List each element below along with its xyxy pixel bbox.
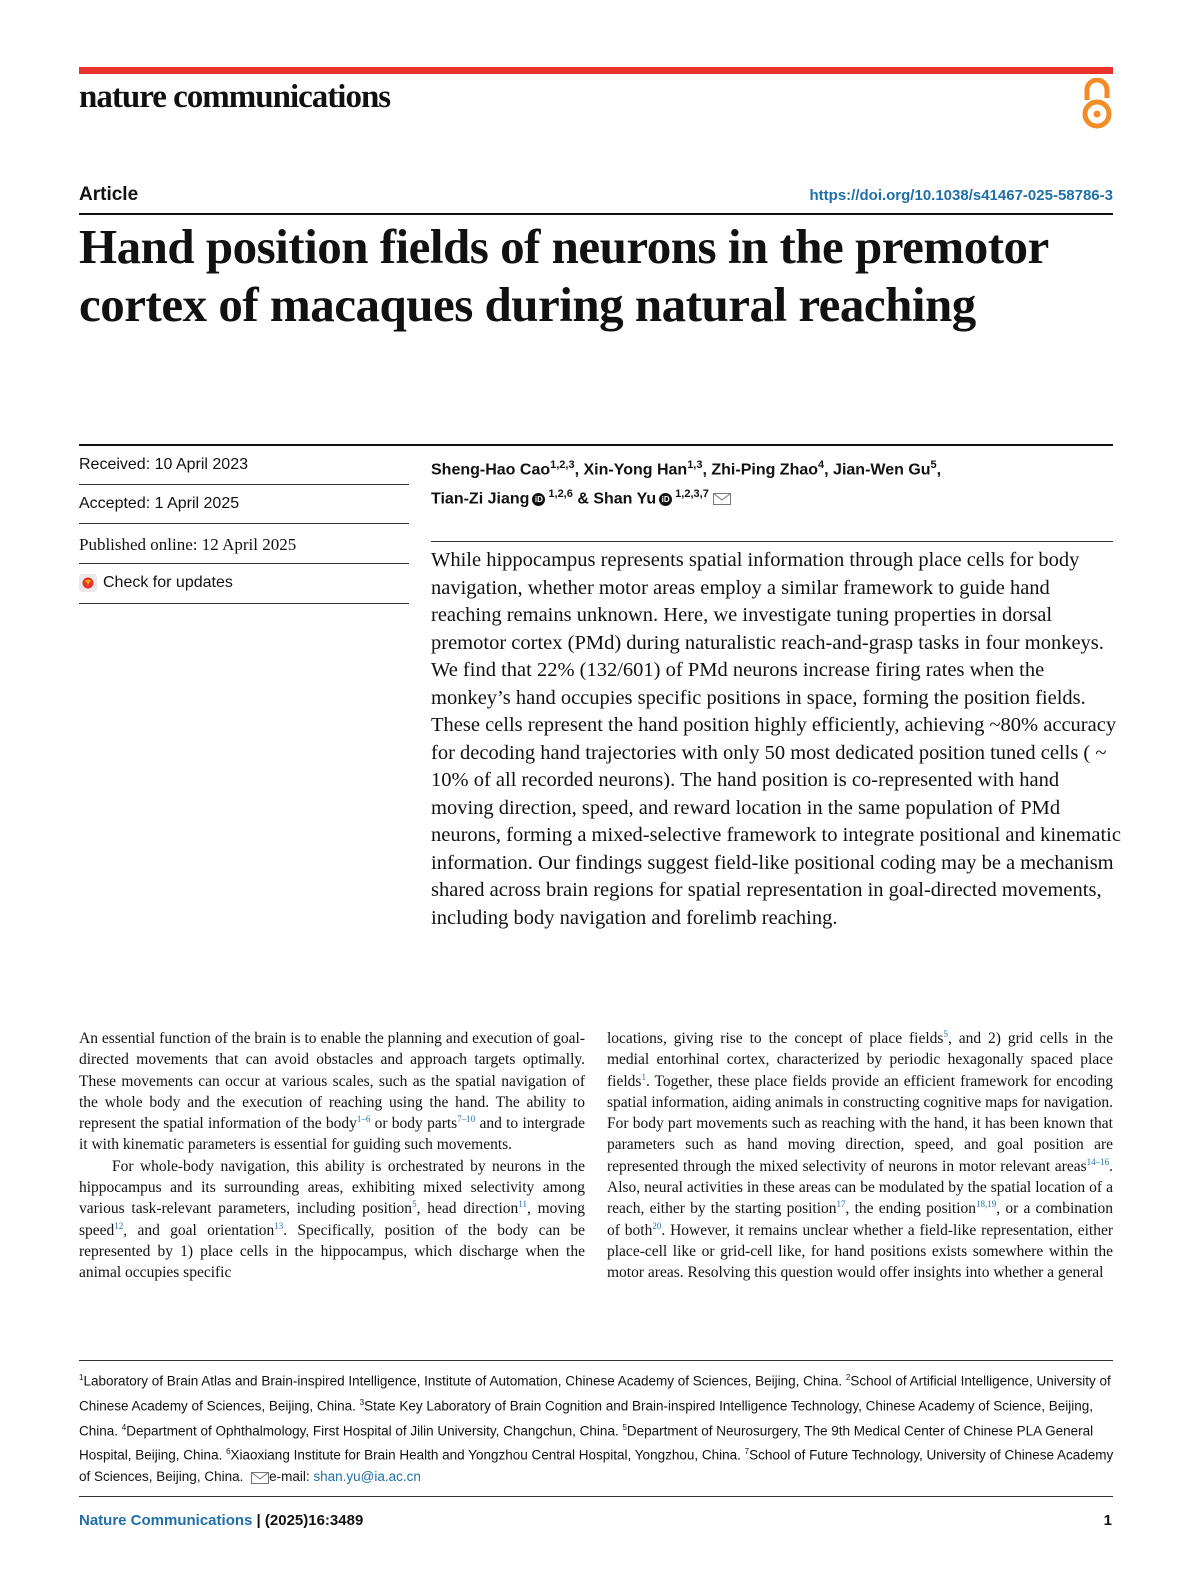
body-column-right: [607, 1028, 1113, 1284]
author-name: Zhi-Ping Zhao: [711, 461, 819, 479]
affiliation-text: Department of Neurosurgery, The 9th Medical Center of Chinese PLA General Hospital, Beijing, China.: [79, 1423, 1094, 1463]
affiliation-text: Department of Ophthalmology, First Hospital of Jilin University, Changchun, China.: [126, 1423, 623, 1439]
body-text: , and 2) grid cells in the medial entorhinal cortex, characterized by periodic hexagonally spaced place fields: [607, 1030, 1113, 1090]
article-title: Hand position fields of neurons in the premotor cortex of macaques during natural reaching: [79, 219, 1048, 332]
affiliation-text: State Key Laboratory of Brain Cognition and Brain-inspired Intelligence Technology, Chinese Academy of Science, Beijing, China.: [79, 1398, 1094, 1439]
meta-divider: [79, 484, 409, 485]
title-top-rule: [79, 213, 1113, 215]
citation-link[interactable]: 5: [943, 1028, 948, 1039]
affiliation-marker: 4: [818, 459, 825, 471]
body-text: For whole-body navigation, this ability is orchestrated by neurons in the hippocampus and its surrounding areas, exhibiting mixed selectivity among various task-relevant parameters, including position: [79, 1157, 585, 1218]
meta-divider: [79, 523, 409, 524]
affiliation-marker: 5: [930, 459, 937, 471]
citation-link[interactable]: 13: [274, 1220, 284, 1231]
email-envelope-icon: [251, 1472, 269, 1484]
check-updates-link[interactable]: [79, 574, 409, 592]
author-name: Xin-Yong Han: [583, 461, 688, 479]
author-name: Shan Yu: [593, 490, 657, 508]
citation-link[interactable]: 5: [412, 1199, 417, 1210]
affiliation-number: 5: [622, 1422, 627, 1432]
check-updates-label: Check for updates: [103, 574, 233, 591]
affiliation-number: 4: [121, 1422, 127, 1432]
author-list: Sheng-Hao Cao$^{1,2,3}$, Xin-Yong Han$^{1,3}$, Zhi-Ping Zhao$^4$, Jian-Wen Gu$^5$, Tian-Zi Jiang iD $^{1,2,6}$ & Shan Yu iD $^{1,2,3,7}$: [431, 459, 942, 508]
affiliation-text: Laboratory of Brain Atlas and Brain-inspired Intelligence, Institute of Automation, Chinese Academy of Sciences, Beijing, China.: [83, 1373, 846, 1389]
meta-top-rule: [79, 444, 1113, 446]
body-text: , the ending position: [845, 1200, 977, 1218]
body-text: . Together, these place fields provide an efficient framework for encoding spatial information, aiding animals in constructing cognitive maps for navigation. For body part movements such as reaching with the hand, it has been known that parameters such as hand moving direction, speed, and goal position are represented through the mixed selectivity of neurons in motor relevant areas: [607, 1072, 1113, 1175]
affiliation-text: School of Future Technology, University of Chinese Academy of Sciences, Beijing, China.: [79, 1447, 1114, 1485]
affiliations: [79, 1367, 1119, 1487]
body-text: locations, giving rise to the concept of place fields: [607, 1030, 944, 1047]
doi-link[interactable]: https://doi.org/10.1038/s41467-025-58786-3: [809, 187, 1113, 204]
author-conjunction: &: [577, 490, 589, 508]
body-paragraph: [79, 1156, 585, 1284]
received-date: Received: 10 April 2023: [79, 456, 248, 473]
affiliation-marker: 1,2,6: [548, 488, 573, 501]
email-label: e-mail:: [269, 1469, 314, 1485]
body-text: . However, it remains unclear whether a field-like representation, either place-cell like or grid-cell like, for hand positions exists somewhere within the motor areas. Resolving this question would offer insights into whether a general: [607, 1221, 1113, 1282]
citation-link[interactable]: 14–16: [1086, 1156, 1110, 1167]
meta-divider: [79, 563, 409, 564]
body-text: and to intergrade it with kinematic parameters is essential for guiding such movements.: [79, 1115, 585, 1154]
article-type-label: Article: [79, 184, 139, 205]
affiliation-marker: 1,2,3,7: [675, 488, 709, 501]
header-accent-bar: [79, 67, 1113, 74]
body-text: , or a combination of both: [607, 1200, 1114, 1239]
body-text: , and goal orientation: [123, 1221, 275, 1239]
citation-link[interactable]: 17: [836, 1199, 846, 1210]
affiliation-marker: 1,3: [687, 459, 703, 471]
citation-link[interactable]: 1: [641, 1071, 646, 1082]
footer-top-rule: [79, 1496, 1113, 1497]
body-column-left: [79, 1028, 585, 1284]
abstract-text: While hippocampus represents spatial information through place cells for body navigation, whether motor areas employ a similar framework to guide hand reaching remains unknown. Here, we investigate tuning properties in dorsal premotor cortex (PMd) during naturalistic reach-and-grasp tasks in four monkeys. We find that 22% (132/601) of PMd neurons increase firing rates when the monkey’s hand occupies specific positions in space, forming the position fields. These cells represent the hand position highly efficiently, achieving ~80% accuracy for decoding hand trajectories with only 50 most dedicated position tuned cells ( ~ 10% of all recorded neurons). The hand position is co-represented with hand moving direction, speed, and reward location in the same population of PMd neurons, forming a mixed-selective framework to integrate positional and kinematic information. Our findings suggest field-like positional coding may be a mechanism shared across brain regions for spatial representation in goal-directed movements, including body navigation and forelimb reaching.: [431, 549, 1121, 929]
author-name: Sheng-Hao Cao: [431, 461, 551, 479]
body-paragraph: [607, 1028, 1113, 1284]
citation-link[interactable]: 20: [652, 1220, 662, 1231]
affiliation-number: 7: [744, 1447, 750, 1457]
affiliation-text: School of Artificial Intelligence, University of Chinese Academy of Sciences, Beijing, China.: [79, 1373, 1111, 1414]
affiliation-marker: 1,2,3: [550, 459, 575, 471]
abstract-top-rule: [431, 541, 1113, 542]
corresponding-email-link[interactable]: shan.yu@ia.ac.cn: [313, 1469, 421, 1485]
open-access-icon: [1079, 78, 1115, 130]
affiliation-number: 2: [845, 1373, 851, 1382]
body-text: An essential function of the brain is to enable the planning and execution of goal-directed movements that can avoid obstacles and approach targets optimally. These movements can occur at various scales, such as the spatial navigation of the whole body and the execution of reaching using the hand. The ability to represent the spatial information of the body: [79, 1030, 585, 1133]
author-name: Tian-Zi Jiang: [431, 490, 530, 508]
body-paragraph: [79, 1028, 585, 1156]
affiliation-number: 6: [226, 1447, 231, 1457]
meta-divider: [79, 603, 409, 604]
email-envelope-icon[interactable]: [713, 493, 731, 505]
footer-journal-link[interactable]: Nature Communications: [79, 1512, 253, 1529]
affiliation-number: 3: [359, 1397, 365, 1407]
orcid-icon[interactable]: iD: [532, 493, 545, 506]
affiliations-top-rule: [79, 1360, 1113, 1361]
body-text: or body parts: [370, 1115, 458, 1133]
published-date: Published online: 12 April 2025: [79, 535, 297, 554]
footer-volume: | (2025)16:3489: [252, 1512, 364, 1529]
check-updates-icon: [79, 574, 97, 592]
accepted-date: Accepted: 1 April 2025: [79, 495, 240, 512]
citation-link[interactable]: 7–10: [457, 1114, 476, 1125]
body-text: , head direction: [416, 1200, 519, 1218]
journal-name: nature communications: [79, 79, 391, 115]
citation-link[interactable]: 11: [518, 1199, 527, 1210]
author-name: Jian-Wen Gu: [833, 461, 931, 479]
citation-link[interactable]: 12: [114, 1220, 124, 1231]
affiliation-number: 1: [79, 1373, 84, 1382]
orcid-icon[interactable]: iD: [659, 493, 672, 506]
body-text: , moving speed: [79, 1200, 585, 1239]
footer-citation: [79, 1512, 363, 1529]
citation-link[interactable]: 1–6: [356, 1114, 371, 1125]
citation-link[interactable]: 18,19: [976, 1199, 997, 1210]
body-text: . Also, neural activities in these areas can be modulated by the spatial location of a reach, either by the starting position: [607, 1157, 1113, 1218]
body-text: . Specifically, position of the body can be represented by 1) place cells in the hippocampus, which discharge when the animal occupies specific: [79, 1221, 585, 1282]
affiliation-text: Xiaoxiang Institute for Brain Health and Yongzhou Central Hospital, Yongzhou, China.: [230, 1447, 745, 1463]
page-number: 1: [1103, 1512, 1112, 1529]
